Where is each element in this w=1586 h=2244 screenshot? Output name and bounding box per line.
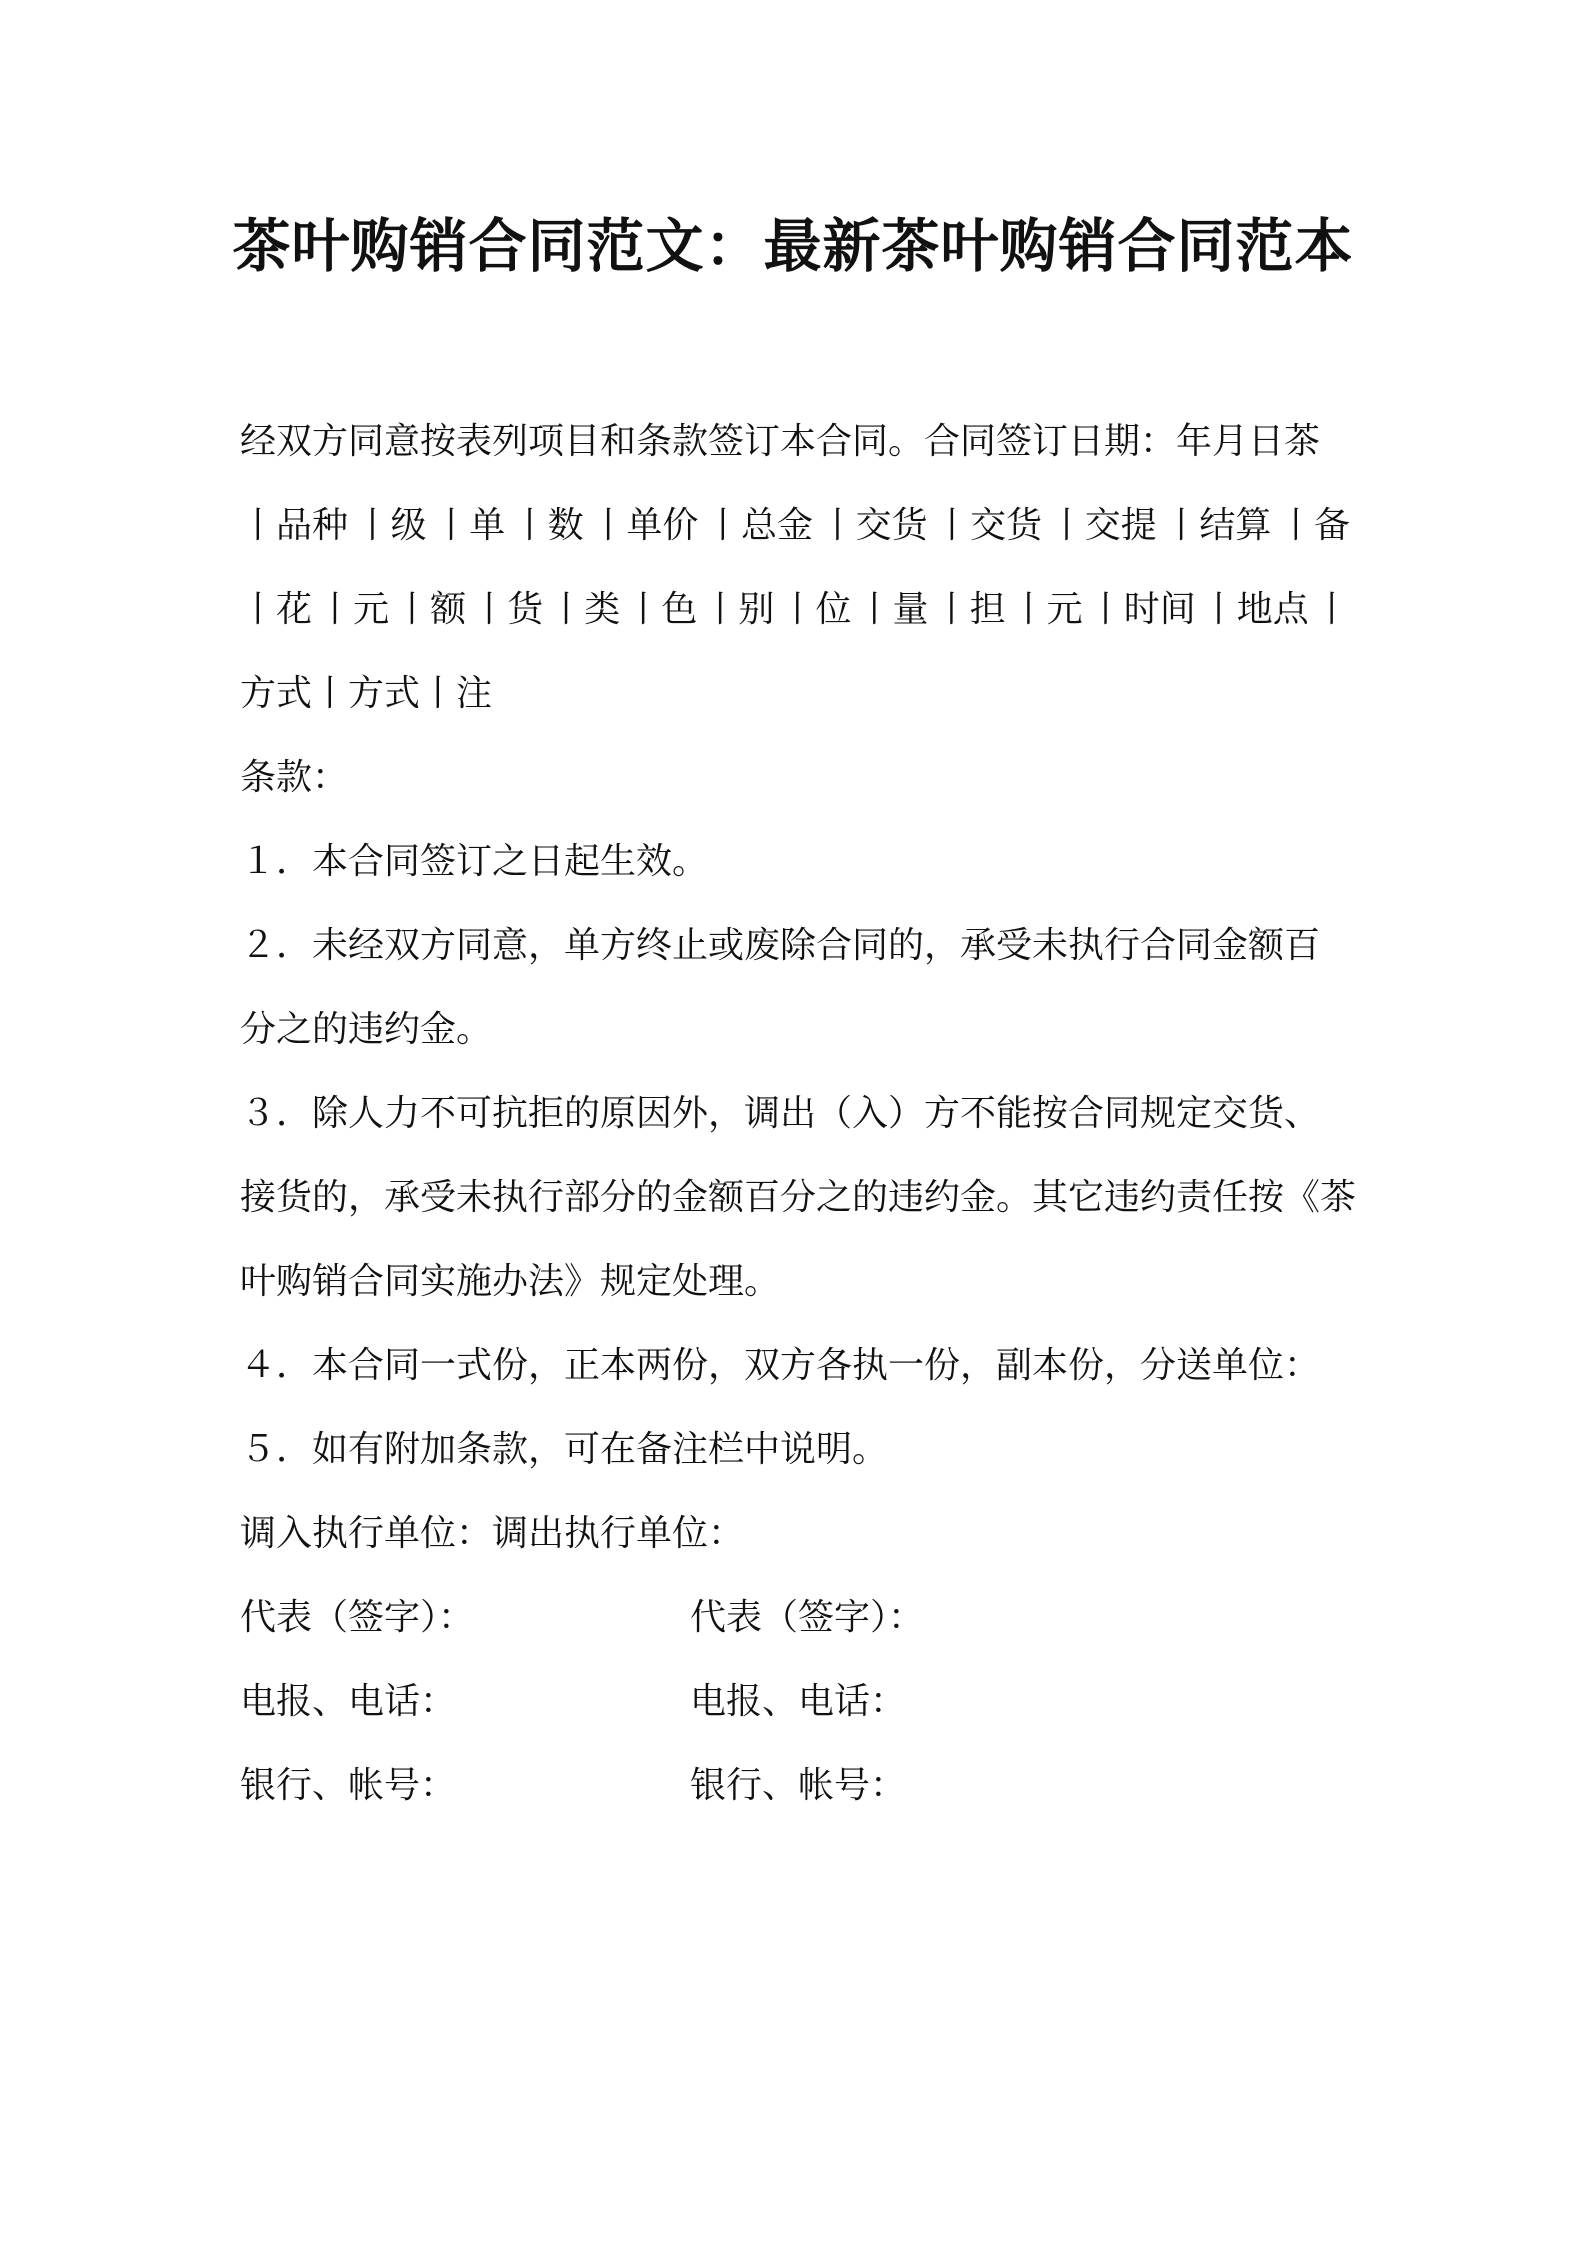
signature-left-bank: 银行、帐号： <box>240 1765 457 1806</box>
table-cell: 丨担 <box>933 589 1006 630</box>
clause-5: ５．如有附加条款，可在备注栏中说明。 <box>240 1429 889 1470</box>
table-cell: 丨花 <box>240 589 313 630</box>
clauses-heading: 条款： <box>240 757 349 798</box>
table-cell: 丨级 <box>354 505 427 546</box>
signature-row-bank <box>240 1744 1365 1828</box>
table-cell: 丨货 <box>471 589 544 630</box>
table-cell: 丨别 <box>702 589 775 630</box>
parties-line: 调入执行单位：调出执行单位： <box>240 1513 745 1554</box>
clause-2-line-1: ２．未经双方同意，单方终止或废除合同的，承受未执行合同金额百 <box>240 925 1321 966</box>
intro-line: 经双方同意按表列项目和条款签订本合同。合同签订日期：年月日茶 <box>240 421 1321 462</box>
clause-2-line-2: 分之的违约金。 <box>240 1009 493 1050</box>
table-cell: 丨元 <box>317 589 390 630</box>
table-row-3: 方式丨方式丨注 <box>240 673 493 714</box>
table-cell: 丨类 <box>548 589 621 630</box>
clause-3-line-1: ３．除人力不可抗拒的原因外，调出（入）方不能按合同规定交货、 <box>240 1093 1321 1134</box>
table-row-2 <box>240 568 1350 652</box>
table-row-1 <box>240 484 1350 568</box>
signature-right-representative: 代表（签字）： <box>690 1597 925 1638</box>
table-cell: 丨品种 <box>240 505 349 546</box>
table-cell: 丨交货 <box>934 505 1043 546</box>
table-cell: 丨总金 <box>704 505 813 546</box>
table-cell: 丨备 <box>1277 505 1350 546</box>
document-body <box>240 400 1365 1828</box>
table-cell: 丨地点 <box>1200 589 1309 630</box>
signature-right-bank: 银行、帐号： <box>690 1765 907 1806</box>
table-cell: 丨额 <box>394 589 467 630</box>
clause-1: １．本合同签订之日起生效。 <box>240 841 709 882</box>
page-title: 茶叶购销合同范文：最新茶叶购销合同范本 <box>232 212 1354 280</box>
table-cell: 丨时间 <box>1087 589 1196 630</box>
table-cell: 丨元 <box>1010 589 1083 630</box>
table-cell: 丨结算 <box>1163 505 1272 546</box>
table-cell: 丨交提 <box>1048 505 1157 546</box>
clause-3-line-2: 接货的，承受未执行部分的金额百分之的违约金。其它违约责任按《茶 <box>240 1177 1357 1218</box>
table-cell: 丨单价 <box>590 505 699 546</box>
signature-right-phone: 电报、电话： <box>690 1681 907 1722</box>
table-cell: 丨数 <box>511 505 584 546</box>
signature-left-phone: 电报、电话： <box>240 1681 457 1722</box>
clause-3-line-3: 叶购销合同实施办法》规定处理。 <box>240 1261 781 1302</box>
table-cell: 丨交货 <box>819 505 928 546</box>
table-cell: 丨色 <box>625 589 698 630</box>
clause-4: ４．本合同一式份，正本两份，双方各执一份，副本份，分送单位： <box>240 1345 1321 1386</box>
signature-row-representative <box>240 1576 1365 1660</box>
table-cell: 丨位 <box>779 589 852 630</box>
signature-row-phone <box>240 1660 1365 1744</box>
table-cell: 丨量 <box>856 589 929 630</box>
table-cell: 丨单 <box>433 505 506 546</box>
table-cell: 丨 <box>1313 589 1350 630</box>
signature-left-representative: 代表（签字）： <box>240 1597 475 1638</box>
